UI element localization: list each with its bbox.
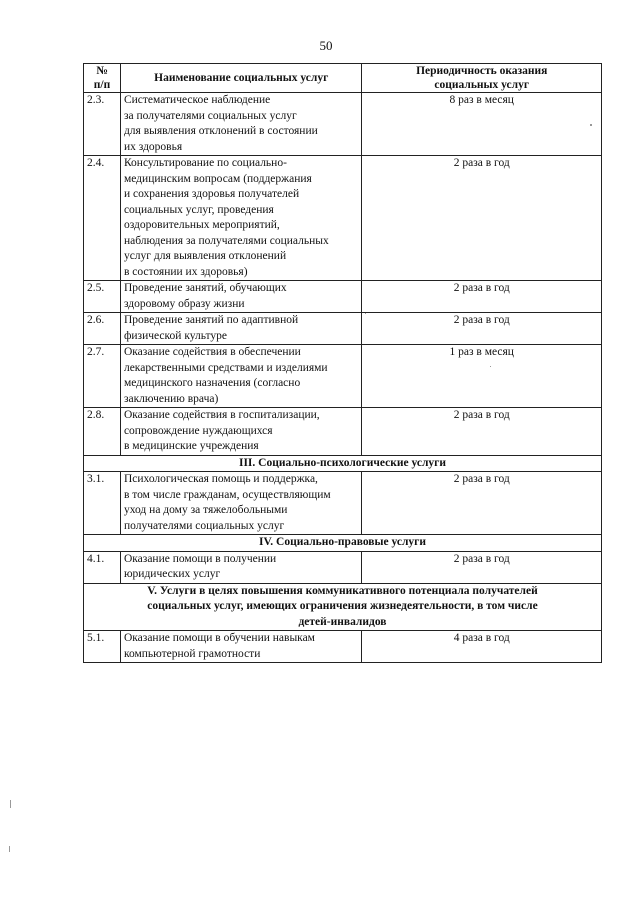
scan-margin-mark [9,846,10,852]
table-row [84,313,602,345]
table-row [84,156,602,281]
table-header-row [84,64,602,93]
header-name: Наименование социальных услуг [120,64,362,93]
service-name [120,472,362,535]
row-number: 2.7. [84,345,121,408]
header-frequency-line: социальных услуг [434,79,530,91]
row-number: 2.5. [84,281,121,313]
service-name-line: Консультирование по социально- [123,157,287,169]
section-title-line: социальных услуг, имеющих ограничения жизнедеятельности, в том числе [147,600,538,612]
page-number: 50 [319,38,333,53]
scan-speck [365,313,366,314]
service-name-line: Систематическое наблюдение [123,94,271,106]
row-number: 2.8. [84,408,121,456]
service-name-line: Оказание помощи в обучении навыкам [123,632,315,644]
service-frequency: 4 раза в год [362,631,602,663]
social-services-table [83,63,602,663]
service-name-line: наблюдения за получателями социальных [123,234,329,247]
table-row [84,281,602,313]
table-row [84,345,602,408]
service-name [120,551,362,583]
section-title: IV. Социально-правовые услуги [84,535,602,552]
row-number: 4.1. [84,551,121,583]
service-name-line: компьютерной грамотности [123,647,261,660]
scan-speck [590,124,592,126]
service-name-line: услуг для выявления отклонений [123,250,287,262]
section-title: III. Социально-психологические услуги [84,455,602,472]
service-name [120,345,362,408]
service-name-line: получателями социальных услуг [123,519,285,532]
service-name-line: для выявления отклонений в состоянии [123,125,318,137]
table-row [84,472,602,535]
service-name-line: и сохранения здоровья получателей [123,188,300,200]
scan-speck [490,366,491,367]
service-name-line: медицинским вопросам (поддержания [123,172,312,185]
section-title-line: детей-инвалидов [298,615,387,628]
table-row [84,631,602,663]
header-number-line: п/п [93,79,111,91]
scan-margin-mark [10,800,11,808]
service-name-line: Оказание помощи в получении [123,552,277,565]
row-number: 2.3. [84,93,121,156]
header-frequency-line: Периодичность оказания [416,65,548,77]
service-name-line: Проведение занятий, обучающих [123,282,287,294]
service-frequency: 2 раза в год [362,408,602,456]
service-name [120,408,362,456]
header-number-line: № [96,65,108,77]
service-name-line: физической культуре [123,329,228,342]
service-frequency: 2 раза в год [362,472,602,535]
section-title-line: V. Услуги в целях повышения коммуникативного потенциала получателей [147,584,538,597]
service-name-line: их здоровья [123,140,183,153]
service-name-line: социальных услуг, проведения [123,203,274,216]
service-name-line: Проведение занятий по адаптивной [123,314,299,326]
service-name [120,93,362,156]
service-name-line: Оказание содействия в госпитализации, [123,409,320,421]
service-name-line: Оказание содействия в обеспечении [123,346,301,358]
section-row [84,583,602,631]
service-frequency: 2 раза в год [362,551,602,583]
service-frequency: 2 раза в год [362,156,602,281]
service-name-line: заключению врача) [123,392,219,405]
section-title [84,583,602,631]
table-row [84,551,602,583]
service-name [120,281,362,313]
row-number: 3.1. [84,472,121,535]
service-name-line: оздоровительных мероприятий, [123,219,280,231]
service-name-line: сопровождение нуждающихся [123,424,273,437]
service-name-line: лекарственными средствами и изделиями [123,361,328,374]
service-name-line: медицинского назначения (согласно [123,377,301,389]
service-name-line: за получателями социальных услуг [123,109,297,122]
header-frequency [362,64,602,93]
row-number: 5.1. [84,631,121,663]
section-row [84,455,602,472]
service-frequency: 2 раза в год [362,281,602,313]
service-name-line: в медицинские учреждения [123,440,259,452]
service-name-line: Психологическая помощь и поддержка, [123,473,318,485]
row-number: 2.4. [84,156,121,281]
service-name [120,156,362,281]
service-name [120,313,362,345]
row-number: 2.6. [84,313,121,345]
section-row [84,535,602,552]
service-name-line: юридических услуг [123,568,221,580]
table-row [84,408,602,456]
service-name-line: в том числе гражданам, осуществляющим [123,488,331,501]
service-frequency: 2 раза в год [362,313,602,345]
service-name-line: уход на дому за тяжелобольными [123,504,288,516]
service-name-line: в состоянии их здоровья) [123,265,248,278]
service-name-line: здоровому образу жизни [123,297,245,310]
service-name [120,631,362,663]
table-row [84,93,602,156]
table-body [84,93,602,663]
service-frequency: 1 раз в месяц [362,345,602,408]
service-frequency: 8 раз в месяц [362,93,602,156]
header-number [84,64,121,93]
